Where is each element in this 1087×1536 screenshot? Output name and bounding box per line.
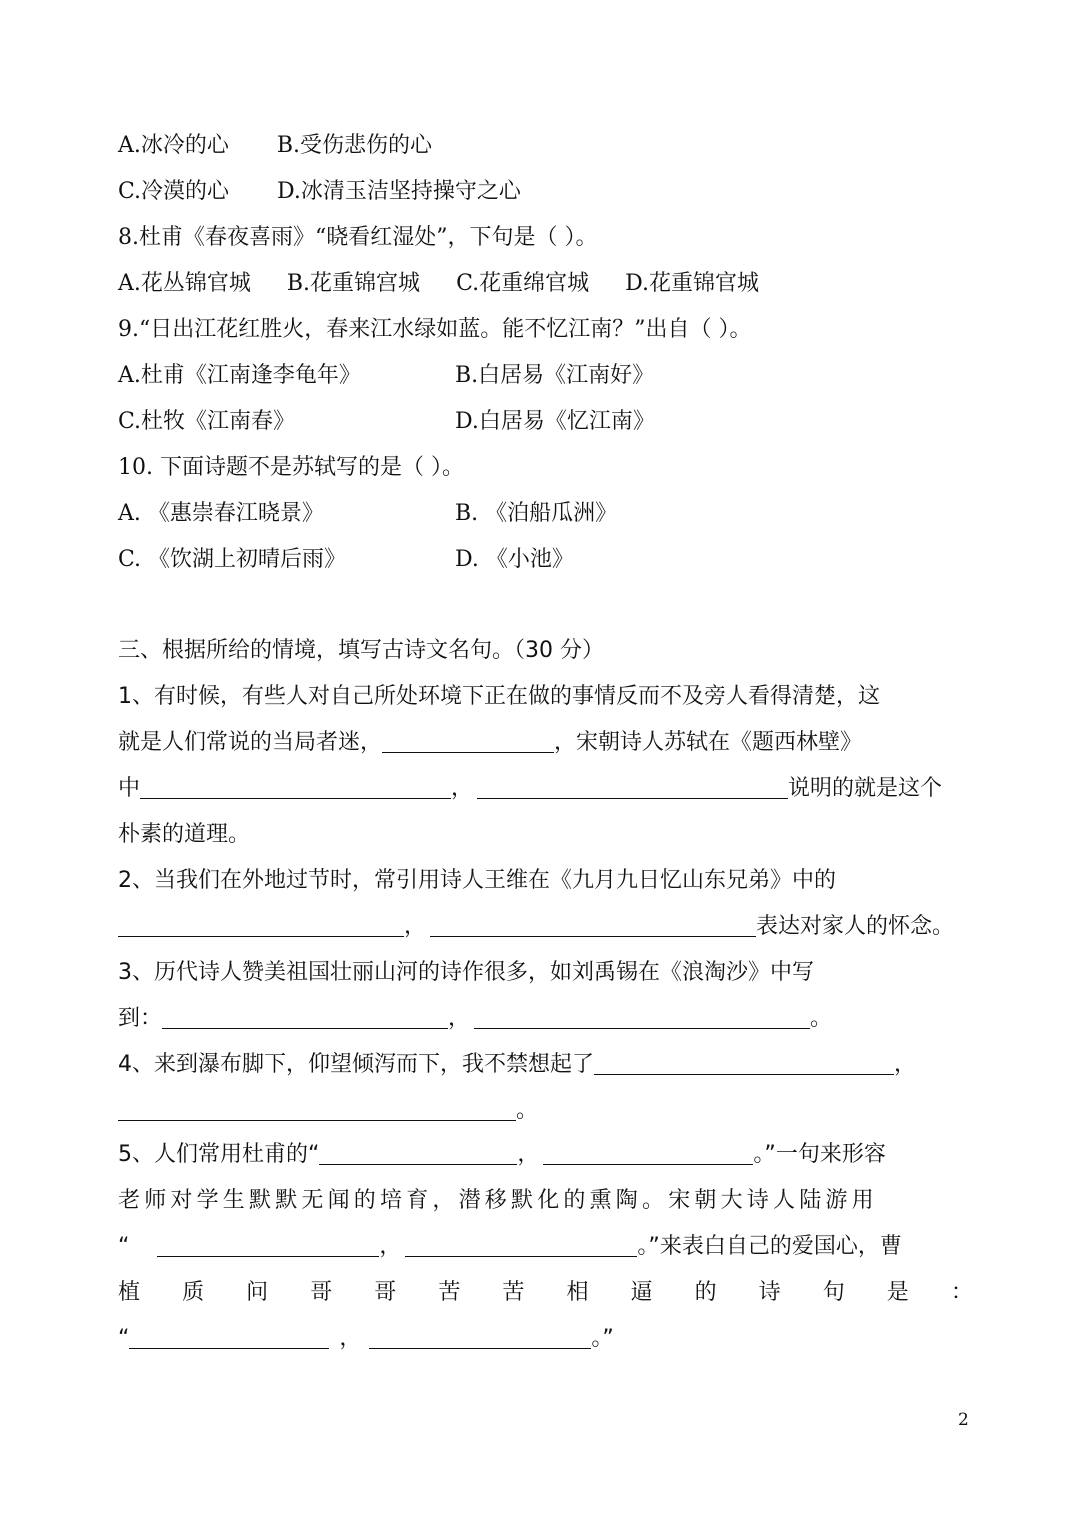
q7-options-row1	[118, 131, 432, 161]
q9-option-d: D.白居易《忆江南》	[455, 409, 655, 434]
q10-stem: 10. 下面诗题不是苏轼写的是（ ）。	[118, 455, 464, 480]
s3-q3-line1: 3、历代诗人赞美祖国壮丽山河的诗作很多，如刘禹锡在《浪淘沙》中写	[118, 960, 814, 985]
q10-options-row2	[118, 545, 574, 575]
q7-options-row2	[118, 177, 521, 207]
q10-option-b: B. 《泊船瓜洲》	[455, 501, 618, 526]
s3-q4-line2: 。	[118, 1096, 538, 1126]
s3-q1-line1: 1、有时候，有些人对自己所处环境下正在做的事情反而不及旁人看得清楚，这	[118, 684, 880, 709]
s3-q4-line1: 4、来到瀑布脚下，仰望倾泻而下，我不禁想起了 ，	[118, 1052, 917, 1077]
answer-blank[interactable]	[369, 1326, 591, 1349]
q7-option-b: B.受伤悲伤的心	[276, 133, 433, 158]
s3-q1-line3: 中 ， 说明的就是这个	[118, 776, 943, 801]
q9-option-b: B.白居易《江南好》	[455, 363, 655, 388]
q10-options-row1	[118, 499, 617, 529]
s3-q5-line4: 植 质 问 哥 哥 苦 苦 相 逼 的 诗 句 是 ：	[118, 1280, 973, 1305]
q10-option-a: A. 《惠崇春江晓景》	[118, 501, 324, 526]
s3-q2-line1: 2、当我们在外地过节时，常引用诗人王维在《九月九日忆山东兄弟》中的	[118, 868, 836, 893]
q9-options-row1	[118, 361, 654, 391]
answer-blank[interactable]	[474, 1006, 810, 1029]
answer-blank[interactable]	[405, 1234, 637, 1257]
s3-q1-line4: 朴素的道理。	[118, 822, 251, 847]
s3-q5-line2: 老师对学生默默无闻的培育，潜移默化的熏陶。宋朝大诗人陆游用	[118, 1188, 878, 1213]
answer-blank[interactable]	[140, 776, 451, 799]
q9-stem: 9.“日出江花红胜火，春来江水绿如蓝。能不忆江南？”出自（ ）。	[118, 317, 752, 342]
q9-option-c: C.杜牧《江南春》	[118, 409, 296, 434]
answer-blank[interactable]	[319, 1142, 517, 1165]
q8-stem: 8.杜甫《春夜喜雨》“晓看红湿处”，下句是（ ）。	[118, 225, 598, 250]
answer-blank[interactable]	[118, 1098, 516, 1121]
s3-q5-line1: 5、人们常用杜甫的“ ， 。”一句来形容	[118, 1142, 886, 1167]
q8-option-d: D.花重锦官城	[625, 271, 759, 296]
answer-blank[interactable]	[118, 914, 404, 937]
answer-blank[interactable]	[543, 1142, 753, 1165]
q9-option-a: A.杜甫《江南逢李龟年》	[118, 363, 361, 388]
s3-q5-line5: “ ， 。”	[118, 1326, 614, 1351]
q9-options-row2	[118, 407, 655, 437]
q8-option-a: A.花丛锦官城	[118, 271, 251, 296]
q10-option-d: D. 《小池》	[455, 547, 574, 572]
q7-option-c: C.冷漠的心	[118, 179, 230, 204]
section3-title: 三、根据所给的情境，填写古诗文名句。（30 分）	[118, 638, 604, 663]
q8-option-b: B.花重锦宫城	[286, 271, 421, 296]
answer-blank[interactable]	[162, 1006, 448, 1029]
q7-option-d: D.冰清玉洁坚持操守之心	[277, 179, 521, 204]
s3-q3-line2: 到： ， 。	[118, 1006, 833, 1031]
answer-blank[interactable]	[382, 730, 554, 753]
q7-option-a: A.冰冷的心	[118, 133, 229, 158]
answer-blank[interactable]	[594, 1052, 894, 1075]
s3-q1-line2: 就是人们常说的当局者迷， ，宋朝诗人苏轼在《题西林壁》	[118, 730, 863, 755]
answer-blank[interactable]	[477, 776, 788, 799]
s3-q5-line3: “ ， 。”来表白自己的爱国心，曹	[118, 1234, 902, 1259]
answer-blank[interactable]	[157, 1234, 379, 1257]
s3-q2-line2: ， 表达对家人的怀念。	[118, 912, 954, 942]
page-number: 2	[958, 1410, 969, 1430]
q10-option-c: C. 《饮湖上初晴后雨》	[118, 547, 347, 572]
q8-option-c: C.花重绵官城	[456, 271, 590, 296]
q8-options	[118, 269, 759, 299]
answer-blank[interactable]	[430, 914, 756, 937]
answer-blank[interactable]	[129, 1326, 329, 1349]
